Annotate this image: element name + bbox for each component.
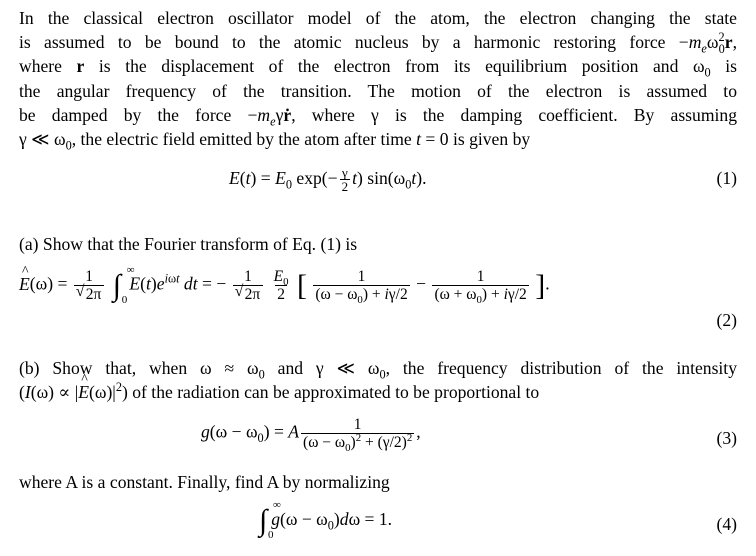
part-b-text: (b) Show that, when $\omega \approx \omega_0$ and γ ≪ $\omega_0$, the frequency distribution of the intensity (I(ω) ∝ |^ $E(\omega)|^2$) of the radiation can be approximated to be proportional to <box>19 356 737 404</box>
intro-line-4: the angular frequency of the transition. The motion of the electron is assumed to <box>19 80 737 101</box>
part-a-text: (a) Show that the Fourier transform of Eq. (1) is <box>19 234 358 254</box>
intro-line-2: is assumed to be bound to the atomic nucleus by a harmonic restoring force $-m_e\omega^2_0r$, <box>19 30 737 56</box>
inv-sqrt-2pi-fraction: 1 √ 2π <box>74 268 105 303</box>
inv-sqrt-2pi-fraction-2: 1 √ 2π <box>233 268 264 303</box>
integral-sign: ∫ ∞ 0 <box>112 263 135 306</box>
part-b-line-2: of the radiation can be approximated to be proportional to <box>132 382 540 403</box>
first-resonance-fraction: $\frac{1}{(\omega - \omega_0) + i\gamma/2}$ <box>315 268 408 307</box>
intro-line-6: γ ≪ $\omega_0$, the electric field emitted by the atom after time t = 0 is given by <box>19 129 531 153</box>
e0-half-fraction: $\frac{E_0}{2}$ <box>273 268 289 303</box>
equation-3-number: (3) <box>716 428 737 448</box>
second-resonance-fraction: $\frac{1}{(\omega + \omega_0) + i\gamma/2}$ <box>434 268 527 307</box>
intro-line-3: where r is the displacement of the electron from its equilibrium position and $\omega_0$ is <box>19 56 737 80</box>
equation-2-number: (2) <box>716 310 737 330</box>
equation-1-number: (1) <box>716 168 737 188</box>
where-text: where A is a constant. Finally, find A by normalizing <box>19 472 390 492</box>
lorentzian-fraction: $\frac{1}{(\omega - \omega_0)^2 + (\gamma/2)^2}$ <box>303 416 413 455</box>
equation-4-number: (4) <box>716 514 737 534</box>
intro-paragraph <box>19 6 737 151</box>
gamma-half-fraction: $\frac{\gamma}{2}$ <box>341 165 349 195</box>
intro-line-1: In the classical electron oscillator model of the atom, the electron changing the state <box>19 8 737 28</box>
intro-line-5: be damped by the force $-m_e\gamma ṙ$, where γ is the damping coefficient. By assuming <box>19 104 737 129</box>
